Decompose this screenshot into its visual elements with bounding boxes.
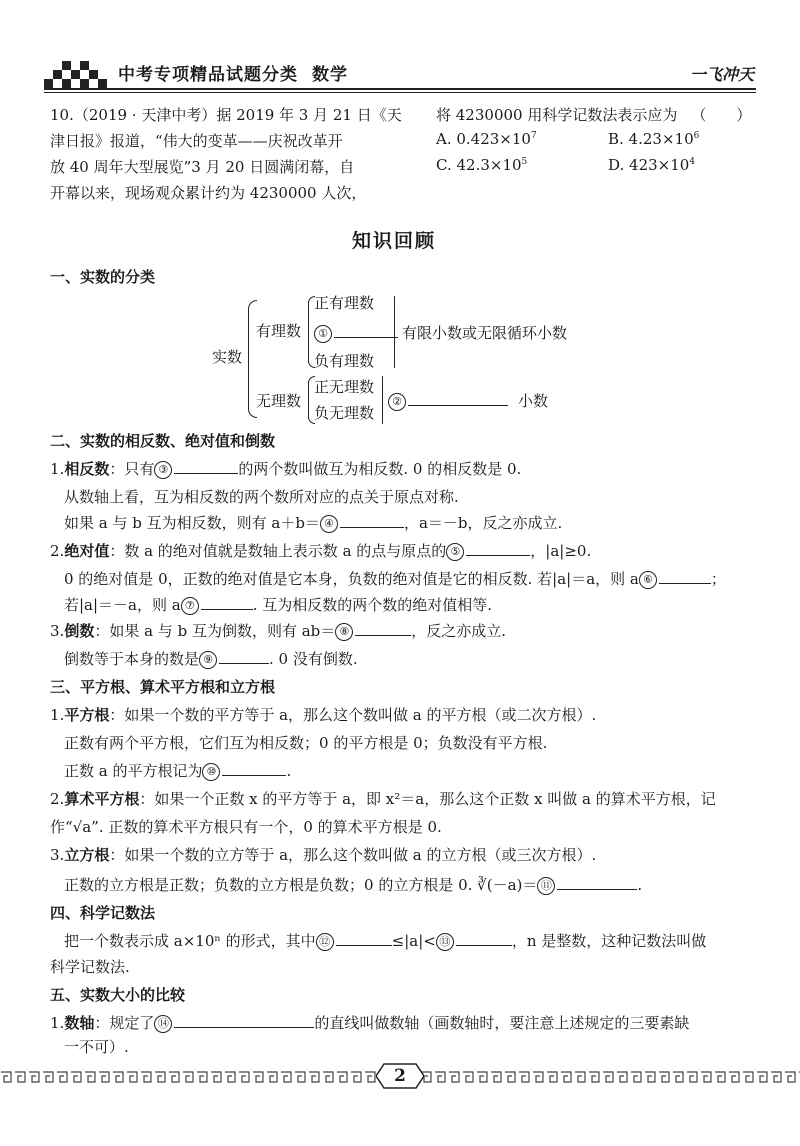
neg-rational: 负有理数 <box>314 352 375 370</box>
s2-line-3: 如果 a 与 b 互为相反数，则有 a＋b＝ ④ ，a＝－b，反之亦成立. <box>64 514 563 532</box>
s5-line-1: 1.数轴：规定了 ⑭ 的直线叫做数轴（画数轴时，要注意上述规定的三要素缺 <box>50 1014 690 1032</box>
section-3-title: 三、平方根、算术平方根和立方根 <box>50 678 276 696</box>
s4-line-2: 科学记数法. <box>50 958 130 976</box>
s2-line-8: 倒数等于本身的数是 ⑨ . 0 没有倒数. <box>64 650 358 668</box>
pos-rational: 正有理数 <box>314 294 375 312</box>
irrational-label: 无理数 <box>256 392 302 410</box>
header-subject: 数学 <box>312 65 348 85</box>
q10-line-1: 10.（2019 · 天津中考）据 2019 年 3 月 21 日《天 <box>50 106 402 124</box>
q10-line-4: 开幕以来，现场观众累计约为 4230000 人次， <box>50 184 367 202</box>
q10-option-d: D. $423\times 10^4$ <box>608 156 696 174</box>
brace-closing-2 <box>382 376 383 424</box>
s5-line-2: 一不可）. <box>64 1038 129 1056</box>
s2-line-5: 0 的绝对值是 0，正数的绝对值是它本身，负数的绝对值是它的相反数. 若|a|＝a，则 a ⑥ ； <box>64 570 726 588</box>
s2-line-4: 2.绝对值：数 a 的绝对值就是数轴上表示数 a 的点与原点的 ⑤ ，|a|≥0. <box>50 542 592 560</box>
q10-line-2: 津日报》报道，“伟大的变革——庆祝改革开 <box>50 132 343 150</box>
s4-line-1: 把一个数表示成 a×10ⁿ 的形式，其中 ⑫ ≤|a|< ⑬ ，n 是整数，这种记数法叫做 <box>64 932 707 950</box>
q10-option-a: A. $0.423\times 10^7$ <box>436 130 537 148</box>
q10-right-line: 将 4230000 用科学记数法表示应为 （ ） <box>436 106 752 124</box>
review-title: 知识回顾 <box>352 230 437 252</box>
q10-option-c: C. $42.3\times 10^5$ <box>436 156 528 174</box>
s3-line-4: 2.算术平方根：如果一个正数 x 的平方等于 a，即 x²＝a，那么这个正数 x 叫做 a 的算术平方根，记 <box>50 790 716 808</box>
brand-logo: 一飞冲天 <box>689 65 754 84</box>
s3-line-2: 正数有两个平方根，它们互为相反数；0 的平方根是 0；负数没有平方根. <box>64 734 548 752</box>
header-logo-pattern <box>44 58 110 88</box>
s3-line-1: 1.平方根：如果一个数的平方等于 a，那么这个数叫做 a 的平方根（或二次方根）. <box>50 706 597 724</box>
s2-line-7: 3.倒数：如果 a 与 b 互为倒数，则有 ab＝ ⑧ ，反之亦成立. <box>50 622 507 640</box>
real-number-label: 实数 <box>212 348 243 366</box>
s2-line-1: 1.相反数：只有 ③ 的两个数叫做互为相反数. 0 的相反数是 0. <box>50 460 522 478</box>
brace-closing <box>394 296 395 368</box>
header-rule-thin <box>44 92 756 93</box>
finite-decimal-label: 有限小数或无限循环小数 <box>402 324 568 342</box>
rational-label: 有理数 <box>256 322 302 340</box>
section-5-title: 五、实数大小的比较 <box>50 986 186 1004</box>
header-rule <box>44 88 756 90</box>
s3-line-3: 正数 a 的平方根记为 ⑩ . <box>64 762 292 780</box>
section-2-title: 二、实数的相反数、绝对值和倒数 <box>50 432 276 450</box>
section-4-title: 四、科学记数法 <box>50 904 156 922</box>
q10-line-3: 放 40 周年大型展览”3 月 20 日圆满闭幕，自 <box>50 158 355 176</box>
s3-line-5: 作“√a”. 正数的算术平方根只有一个，0 的算术平方根是 0. <box>50 818 442 836</box>
s2-line-2: 从数轴上看，互为相反数的两个数所对应的点关于原点对称. <box>64 488 459 506</box>
header-title: 中考专项精品试题分类 数学 <box>118 65 348 85</box>
blank-2: ② 小数 <box>388 390 548 411</box>
page-number-box <box>376 1062 424 1090</box>
page-number: 2 <box>394 1066 406 1086</box>
neg-irrational: 负无理数 <box>314 404 375 422</box>
s3-line-7: 正数的立方根是正数；负数的立方根是负数；0 的立方根是 0. ∛(－a)＝ ⑪ . <box>64 876 643 894</box>
answer-paren: （ ） <box>691 106 752 124</box>
blank-1: ① <box>314 322 398 343</box>
s2-line-6: 若|a|＝－a，则 a ⑦ . 互为相反数的两个数的绝对值相等. <box>64 596 493 614</box>
q10-option-b: B. $4.23\times 10^6$ <box>608 130 700 148</box>
s3-line-6: 3.立方根：如果一个数的立方等于 a，那么这个数叫做 a 的立方根（或三次方根）. <box>50 846 597 864</box>
section-1-title: 一、实数的分类 <box>50 268 156 286</box>
pos-irrational: 正无理数 <box>314 378 375 396</box>
